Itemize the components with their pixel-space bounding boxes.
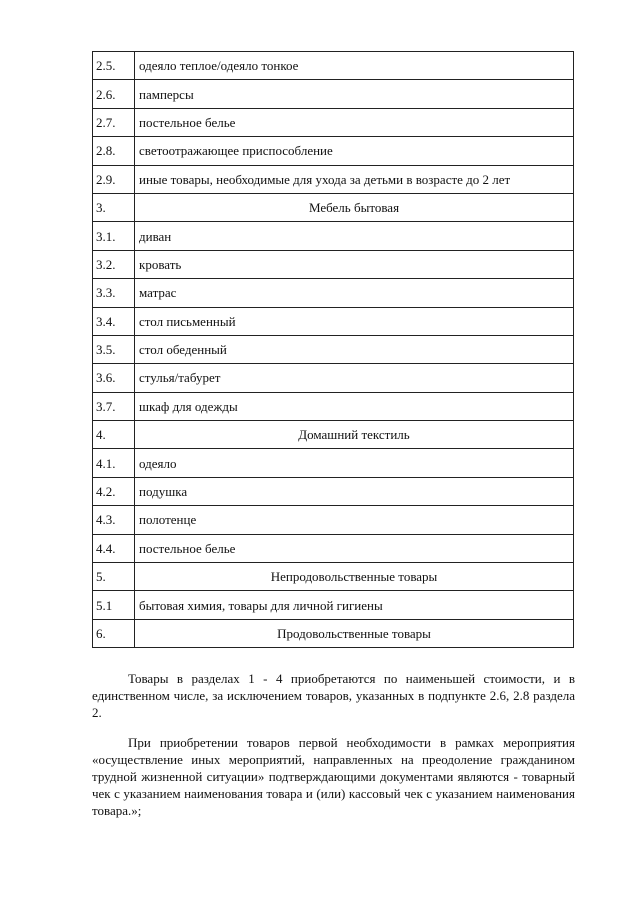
item-name: бытовая химия, товары для личной гигиены bbox=[135, 591, 574, 619]
item-name: одеяло bbox=[135, 449, 574, 477]
table-row bbox=[93, 108, 574, 136]
row-number: 2.9. bbox=[93, 165, 135, 193]
table-row bbox=[93, 477, 574, 505]
section-header-row bbox=[93, 421, 574, 449]
table-row bbox=[93, 449, 574, 477]
row-number: 2.7. bbox=[93, 108, 135, 136]
row-number: 2.6. bbox=[93, 80, 135, 108]
row-number: 2.8. bbox=[93, 137, 135, 165]
table-row bbox=[93, 506, 574, 534]
item-name: стол письменный bbox=[135, 307, 574, 335]
item-name: одеяло теплое/одеяло тонкое bbox=[135, 52, 574, 80]
item-name: матрас bbox=[135, 279, 574, 307]
item-name: светоотражающее приспособление bbox=[135, 137, 574, 165]
row-number: 5.1 bbox=[93, 591, 135, 619]
row-number: 3.1. bbox=[93, 222, 135, 250]
section-title: Домашний текстиль bbox=[135, 421, 574, 449]
table-row bbox=[93, 250, 574, 278]
row-number: 4.3. bbox=[93, 506, 135, 534]
row-number: 3.7. bbox=[93, 392, 135, 420]
item-name: стулья/табурет bbox=[135, 364, 574, 392]
table-row bbox=[93, 392, 574, 420]
table-row bbox=[93, 165, 574, 193]
row-number: 2.5. bbox=[93, 52, 135, 80]
row-number: 4.2. bbox=[93, 477, 135, 505]
item-name: постельное белье bbox=[135, 108, 574, 136]
row-number: 3.2. bbox=[93, 250, 135, 278]
table-row bbox=[93, 137, 574, 165]
section-header-row bbox=[93, 193, 574, 221]
item-name: шкаф для одежды bbox=[135, 392, 574, 420]
item-name: диван bbox=[135, 222, 574, 250]
table-row bbox=[93, 279, 574, 307]
row-number: 4. bbox=[93, 421, 135, 449]
goods-table-body bbox=[93, 52, 574, 648]
row-number: 5. bbox=[93, 563, 135, 591]
item-name: памперсы bbox=[135, 80, 574, 108]
row-number: 6. bbox=[93, 619, 135, 647]
item-name: иные товары, необходимые для ухода за детьми в возрасте до 2 лет bbox=[135, 165, 574, 193]
section-title: Продовольственные товары bbox=[135, 619, 574, 647]
item-name: полотенце bbox=[135, 506, 574, 534]
paragraph-purchase-rules: Товары в разделах 1 - 4 приобретаются по наименьшей стоимости, и в единственном числе, за исключением товаров, указанных в подпункте 2.6, 2.8 раздела 2. bbox=[92, 671, 575, 720]
row-number: 4.4. bbox=[93, 534, 135, 562]
section-title: Непродовольственные товары bbox=[135, 563, 574, 591]
row-number: 3.6. bbox=[93, 364, 135, 392]
goods-table bbox=[92, 51, 574, 648]
table-row bbox=[93, 364, 574, 392]
section-title: Мебель бытовая bbox=[135, 193, 574, 221]
table-row bbox=[93, 307, 574, 335]
item-name: подушка bbox=[135, 477, 574, 505]
row-number: 3. bbox=[93, 193, 135, 221]
item-name: постельное белье bbox=[135, 534, 574, 562]
table-row bbox=[93, 52, 574, 80]
row-number: 3.5. bbox=[93, 335, 135, 363]
section-header-row bbox=[93, 619, 574, 647]
item-name: кровать bbox=[135, 250, 574, 278]
table-row bbox=[93, 534, 574, 562]
table-row bbox=[93, 222, 574, 250]
paragraph-documents: При приобретении товаров первой необходимости в рамках мероприятия «осуществление иных мероприятий, направленных на преодоление гражданином трудной жизненной ситуации» подтверждающими документами являются - товарный чек с указанием наименования товара и (или) кассовый чек с указанием наименования товара.»; bbox=[92, 735, 575, 818]
row-number: 3.4. bbox=[93, 307, 135, 335]
table-row bbox=[93, 335, 574, 363]
table-row bbox=[93, 591, 574, 619]
item-name: стол обеденный bbox=[135, 335, 574, 363]
row-number: 3.3. bbox=[93, 279, 135, 307]
section-header-row bbox=[93, 563, 574, 591]
table-row bbox=[93, 80, 574, 108]
row-number: 4.1. bbox=[93, 449, 135, 477]
